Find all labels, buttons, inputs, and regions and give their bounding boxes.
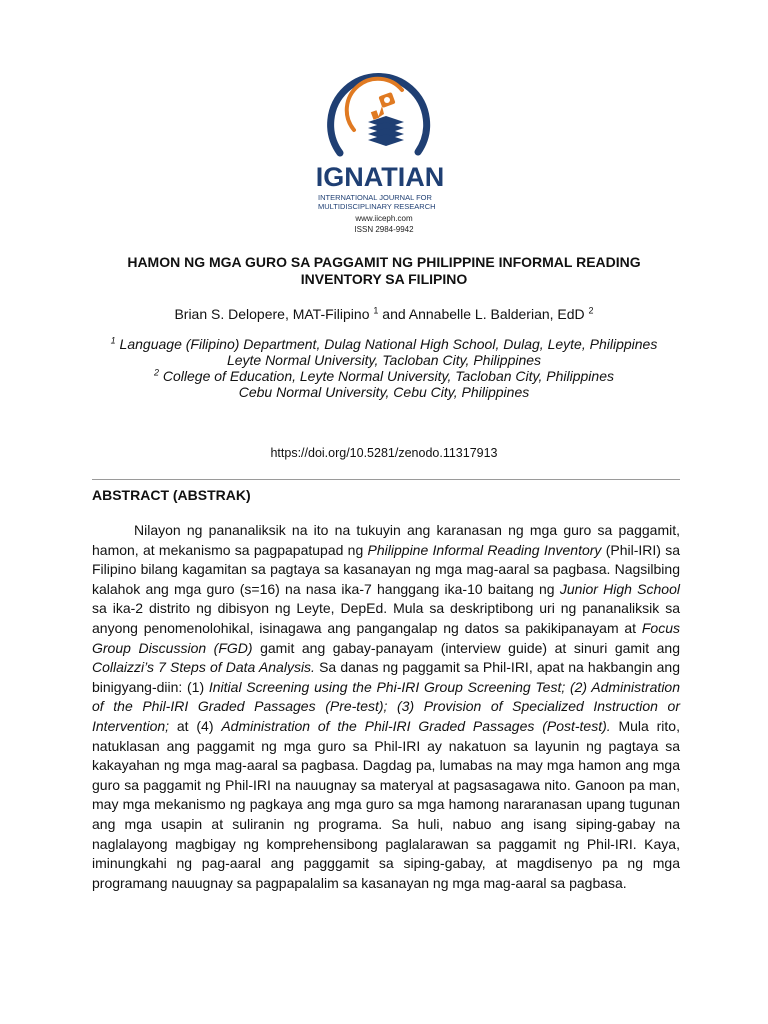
abstract-heading: ABSTRACT (ABSTRAK) (92, 487, 251, 503)
affiliation-3-mark: 2 (154, 367, 160, 378)
author-2-affiliation-mark: 2 (588, 305, 594, 316)
journal-logo (310, 56, 460, 242)
affiliation-1-mark: 1 (110, 335, 116, 346)
doi-link[interactable]: https://doi.org/10.5281/zenodo.11317913 (270, 446, 498, 460)
affiliation-3 (92, 368, 676, 384)
logo-issn: ISSN 2984-9942 (354, 225, 414, 234)
author-line (92, 305, 676, 323)
abstract-text: (Phil-IRI) sa Filipino bilang kagamitan sa pagtaya sa kasanayan ng mga mag-aaral sa pagbasa. Nagsilbing kalahok ang mga guro (s=16) na nasa ika-7 hanggang ika-10 baitang ng (92, 541, 680, 597)
paper-title (92, 254, 676, 288)
affiliation-4: Cebu Normal University, Cebu City, Philippines (238, 384, 530, 400)
abstract-emphasis: Initial Screening using the Phi-IRI Group Screening Test; (2) Administration of the Phil-IRI Graded Passages (Pre-test); (3) Provision of Specialized Instruction or Intervention; (92, 678, 681, 734)
abstract-text: Mula rito, natuklasan ang paggamit ng mga guro sa Phil-IRI ay nakatuon sa layunin ng pagtaya sa kakayahan ng mga mag-aaral sa pagbasa. Dagdag pa, lumabas na may mga hamon ang mga guro sa paggamit ng Phil-IRI na nauugnay sa materyal at pagsasagawa nito. Ganoon pa man, may mga mekanismo ng pagkaya ang mga guro sa mga hamong nararanasan upang tugunan ang mga usapin at suliranin ng programa. Sa huli, nabuo ang isang siping-gabay na naglalayong magbigay ng komprehensibong paglalarawan sa paggamit ng Phil-IRI. Kaya, iminungkahi ng pag-aaral ang pagggamit sa siping-gabay, at magdisenyo pa ng mga programang nauugnay sa pagpapalalim sa kasanayan ng mga mag-aaral sa pagbasa. (92, 717, 680, 891)
abstract-emphasis: Philippine Informal Reading Inventory (367, 541, 602, 558)
abstract-text: Sa danas ng paggamit sa Phil-IRI, apat na hakbangin ang binigyang-diin: (1) (92, 659, 681, 695)
affiliation-3-text: College of Education, Leyte Normal University, Tacloban City, Philippines (159, 368, 614, 384)
logo-subtitle-line2: MULTIDISCIPLINARY RESEARCH (318, 201, 436, 211)
section-divider (92, 479, 680, 480)
logo-brand-name: IGNATIAN (315, 162, 445, 192)
abstract-text: Nilayon ng pananaliksik na ito na tukuyin ang karanasan ng mga guro sa paggamit, hamon, at mekanismo sa pagpapatupad ng (92, 522, 680, 558)
logo-subtitle-line1: INTERNATIONAL JOURNAL FOR (318, 193, 432, 202)
affiliation-1-text: Language (Filipino) Department, Dulag National High School, Dulag, Leyte, Philippines (115, 336, 658, 352)
author-1: Brian S. Delopere, MAT-Filipino (174, 306, 374, 322)
paper-title-line1: HAMON NG MGA GURO SA PAGGAMIT NG PHILIPPINE INFORMAL READING (127, 254, 641, 270)
affiliations (92, 336, 676, 400)
affiliation-2: Leyte Normal University, Tacloban City, Philippines (226, 352, 542, 368)
abstract-emphasis: Focus Group Discussion (FGD) (92, 619, 680, 656)
author-2: and Annabelle L. Balderian, EdD (378, 306, 589, 322)
abstract-text: gamit ang gabay-panayam (interview guide) at sinuri gamit ang (252, 639, 680, 656)
affiliation-1 (92, 336, 676, 352)
abstract-emphasis: Administration of the Phil-IRI Graded Passages (Post-test). (221, 717, 611, 734)
logo-emblem-icon (310, 56, 450, 166)
abstract-text: at (4) (169, 717, 222, 734)
logo-website: www.iiceph.com (355, 214, 413, 223)
logo-subtitle (318, 194, 448, 211)
abstract-emphasis: Junior High School (559, 580, 680, 597)
abstract-text: sa ika-2 distrito ng dibisyon ng Leyte, DepEd. Mula sa deskriptibong uri ng pananaliksik sa anyong penomenolohikal, isinagawa ang pangangalap ng datos sa pakikipanayam at (92, 600, 680, 636)
paper-title-line2: INVENTORY SA FILIPINO (300, 271, 468, 287)
abstract-emphasis: Collaizzi’s 7 Steps of Data Analysis. (92, 659, 315, 676)
author-1-affiliation-mark: 1 (373, 305, 379, 316)
abstract-body (92, 521, 680, 893)
